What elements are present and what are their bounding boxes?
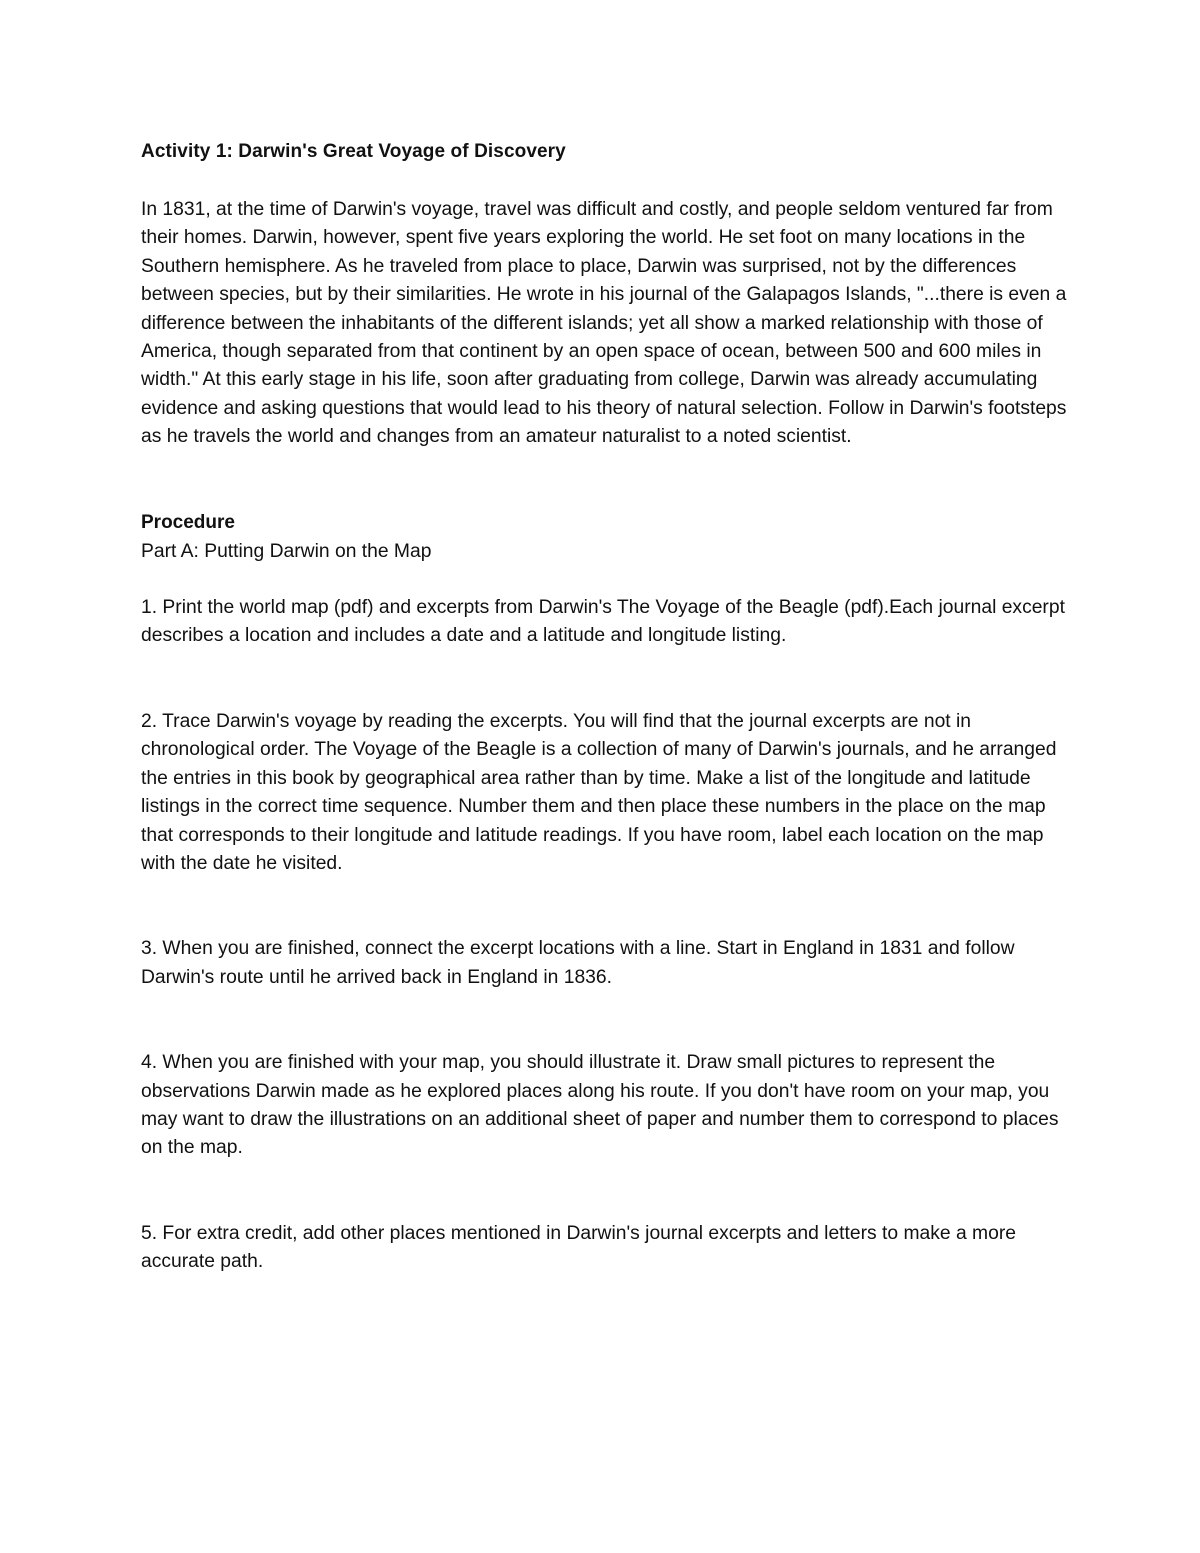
part-a-heading: Part A: Putting Darwin on the Map — [141, 540, 432, 562]
activity-title: Activity 1: Darwin's Great Voyage of Discovery — [141, 141, 566, 162]
procedure-step-2: 2. Trace Darwin's voyage by reading the excerpts. You will find that the journal excerpts are not in chronological order. The Voyage of the Beagle is a collection of many of Darwin's journals, and he arranged the entries in this book by geographical area rather than by time. Make a list of the longitude and latitude listings in the correct time sequence. Number them and then place these numbers in the place on the map that corresponds to their longitude and latitude readings. If you have room, label each location on the map with the date he visited. — [141, 710, 1057, 874]
procedure-heading: Procedure — [141, 511, 235, 533]
procedure-step-3: 3. When you are finished, connect the excerpt locations with a line. Start in England in 1831 and follow Darwin's route until he arrived back in England in 1836. — [141, 938, 1015, 988]
document-page — [141, 138, 1071, 1277]
procedure-step-1: 1. Print the world map (pdf) and excerpts from Darwin's The Voyage of the Beagle (pdf).Each journal excerpt describes a location and includes a date and a latitude and longitude listing. — [141, 597, 1065, 647]
procedure-step-4: 4. When you are finished with your map, you should illustrate it. Draw small pictures to represent the observations Darwin made as he explored places along his route. If you don't have room on your map, you may want to draw the illustrations on an additional sheet of paper and number them to correspond to places on the map. — [141, 1052, 1059, 1159]
intro-paragraph: In 1831, at the time of Darwin's voyage, travel was difficult and costly, and people seldom ventured far from their homes. Darwin, however, spent five years exploring the world. He set foot on many locations in the Southern hemisphere. As he traveled from place to place, Darwin was surprised, not by the differences between species, but by their similarities. He wrote in his journal of the Galapagos Islands, "...there is even a difference between the inhabitants of the different islands; yet all show a marked relationship with those of America, though separated from that continent by an open space of ocean, between 500 and 600 miles in width." At this early stage in his life, soon after graduating from college, Darwin was already accumulating evidence and asking questions that would lead to his theory of natural selection. Follow in Darwin's footsteps as he travels the world and changes from an amateur naturalist to a noted scientist. — [141, 199, 1067, 448]
procedure-step-5: 5. For extra credit, add other places mentioned in Darwin's journal excerpts and letters to make a more accurate path. — [141, 1222, 1016, 1273]
